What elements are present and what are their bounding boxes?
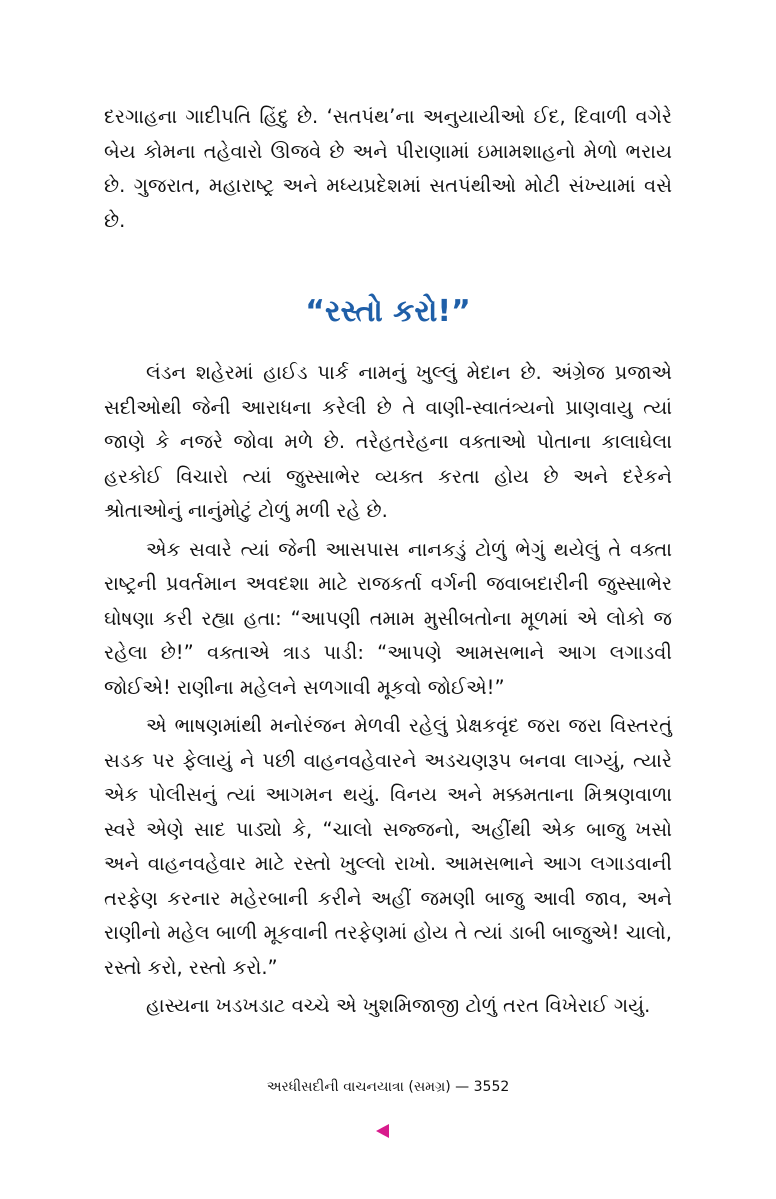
article-paragraph-1: લંડન શહેરમાં હાઈડ પાર્ક નામનું ખુલ્લું મેદાન છે. અંગ્રેજ પ્રજાએ સદીઓથી જેની આરાધના કરેલી છે તે વાણી-સ્વાતંત્ર્યનો પ્રાણવાયુ ત્યાં જાણે કે નજરે જોવા મળે છે. તરેહતરેહના વક્તાઓ પોતાના કાલાઘેલા હરકોઈ વિચારો ત્યાં જુસ્સાભેર વ્યક્ત કરતા હોય છે અને દરેકને શ્રોતાઓનું નાનુંમોટું ટોળું મળી રહે છે. bbox=[104, 361, 672, 522]
article-paragraph-2: એક સવારે ત્યાં જેની આસપાસ નાનકડું ટોળું ભેગું થયેલું તે વક્તા રાષ્ટ્રની પ્રવર્તમાન અવદશા માટે રાજકર્તા વર્ગની જવાબદારીની જુસ્સાભેર ઘોષણા કરી રહ્યા હતા: “આપણી તમામ મુસીબતોના મૂળમાં એ લોકો જ રહેલા છે!” વક્તાએ ત્રાડ પાડી: “આપણે આમસભાને આગ લગાડવી જોઈએ! રાણીના મહેલને સળગાવી મૂકવો જોઈએ!” bbox=[104, 537, 672, 699]
article-title: “રસ્તો કરો!” bbox=[305, 294, 471, 329]
intro-paragraph: દરગાહના ગાદીપતિ હિંદુ છે. ‘સતપંથ’ના અનુયાયીઓ ઈદ, દિવાળી વગેરે બેય કોમના તહેવારો ઊજવે છે અને પીરાણામાં ઇમામશાહનો મેળો ભરાય છે. ગુજરાત, મહારાષ્ટ્ર અને મધ્યપ્રદેશમાં સતપંથીઓ મોટી સંખ્યામાં વસે છે. bbox=[104, 105, 672, 232]
page-body bbox=[104, 100, 672, 1024]
article-paragraph-3: એ ભાષણમાંથી મનોરંજન મેળવી રહેલું પ્રેક્ષકવૃંદ જરા જરા વિસ્તરતું સડક પર ફેલાયું ને પછી વાહનવહેવારને અડચણરૂપ બનવા લાગ્યું, ત્યારે એક પોલીસનું ત્યાં આગમન થયું. વિનય અને મક્કમતાના મિશ્રણવાળા સ્વરે એણે સાદ પાડ્યો કે, “ચાલો સજ્જનો, અહીંથી એક બાજુ ખસો અને વાહનવહેવાર માટે રસ્તો ખુલ્લો રાખો. આમસભાને આગ લગાડવાની તરફેણ કરનાર મહેરબાની કરીને અહીં જમણી બાજુ આવી જાવ, અને રાણીનો મહેલ બાળી મૂકવાની તરફેણમાં હોય તે ત્યાં ડાબી બાજુએ! ચાલો, રસ્તો કરો, રસ્તો કરો.” bbox=[104, 714, 672, 979]
page-footer: અરધીસદીની વાચનયાત્રા (સમગ્ર) — 3552 bbox=[266, 1079, 510, 1095]
article-paragraph-4: હાસ્યના ખડખડાટ વચ્ચે એ ખુશમિજાજી ટોળું તરત વિખેરાઈ ગયું. bbox=[146, 994, 651, 1017]
previous-page-arrow-icon[interactable] bbox=[376, 1124, 389, 1138]
